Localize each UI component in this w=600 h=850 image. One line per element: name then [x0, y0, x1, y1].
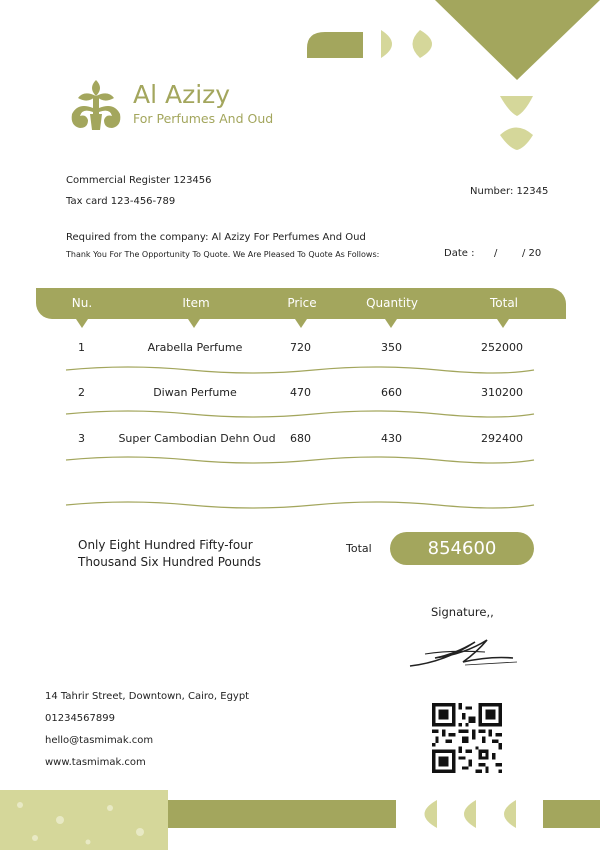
address: 14 Tahrir Street, Downtown, Cairo, Egypt	[45, 691, 250, 702]
row-quantity: 350	[381, 341, 402, 354]
phone[interactable]: 01234567899	[45, 713, 115, 724]
qr-code-icon	[432, 703, 502, 773]
required-from: Required from the company: Al Azizy For Perfumes And Oud	[66, 232, 366, 243]
row-quantity: 430	[381, 432, 402, 445]
tax-card: Tax card 123-456-789	[66, 196, 176, 207]
fan-shape-3	[500, 96, 533, 116]
corner-triangle-shape	[435, 0, 600, 80]
row-price: 720	[290, 341, 311, 354]
row-price: 470	[290, 386, 311, 399]
row-item: Diwan Perfume	[153, 386, 237, 399]
lotus-logo-icon	[66, 78, 126, 133]
bottom-bar-shape	[168, 800, 396, 828]
top-tab-shape	[307, 32, 363, 58]
row-nu: 3	[78, 432, 85, 445]
amount-words-line-1: Only Eight Hundred Fifty-four	[78, 538, 253, 552]
row-separator	[66, 411, 534, 417]
header-item: Item	[182, 296, 210, 310]
header-total: Total	[489, 296, 519, 310]
fan-shape-1	[381, 30, 392, 58]
header-pointer	[76, 319, 88, 328]
row-quantity: 660	[381, 386, 402, 399]
row-total: 310200	[481, 386, 523, 399]
row-nu: 2	[78, 386, 85, 399]
fan-shape-4	[500, 128, 533, 151]
row-separator	[66, 457, 534, 463]
header-pointer	[295, 319, 307, 328]
bottom-fan-1	[425, 800, 438, 828]
total-value: 854600	[390, 532, 534, 565]
amount-words-line-2: Thousand Six Hundred Pounds	[78, 555, 261, 569]
website[interactable]: www.tasmimak.com	[45, 757, 146, 768]
row-total: 292400	[481, 432, 523, 445]
email[interactable]: hello@tasmimak.com	[45, 735, 154, 746]
row-nu: 1	[78, 341, 85, 354]
row-separator	[66, 367, 534, 373]
date-label: Date :	[444, 248, 475, 259]
signature-label: Signature,,	[431, 605, 494, 619]
bottom-pattern-block	[0, 790, 168, 850]
amount-in-words	[78, 537, 261, 571]
quote-number: Number: 12345	[470, 186, 549, 197]
thank-you-note: Thank You For The Opportunity To Quote. We Are Pleased To Quote As Follows:	[66, 250, 380, 259]
brand-subtitle: For Perfumes And Oud	[133, 111, 274, 126]
row-price: 680	[290, 432, 311, 445]
header-nu: Nu.	[71, 296, 93, 310]
header-pointer	[385, 319, 397, 328]
header-pointer	[188, 319, 200, 328]
total-label: Total	[346, 542, 372, 555]
fan-shape-2	[413, 30, 433, 58]
brand-name: Al Azizy	[133, 80, 231, 109]
date-separator: /	[494, 248, 498, 259]
commercial-register: Commercial Register 123456	[66, 175, 212, 186]
bottom-fan-2	[464, 800, 476, 828]
header-pointer	[497, 319, 509, 328]
row-total: 252000	[481, 341, 523, 354]
row-item: Arabella Perfume	[147, 341, 243, 354]
row-item: Super Cambodian Dehn Oud	[118, 432, 276, 445]
row-separator	[66, 502, 534, 508]
bottom-fan-3	[504, 800, 516, 828]
header-quantity: Quantity	[366, 296, 418, 310]
bottom-end-bar	[543, 800, 600, 828]
date-year: / 20	[522, 248, 542, 259]
header-price: Price	[287, 296, 317, 310]
signature-icon	[405, 632, 520, 672]
